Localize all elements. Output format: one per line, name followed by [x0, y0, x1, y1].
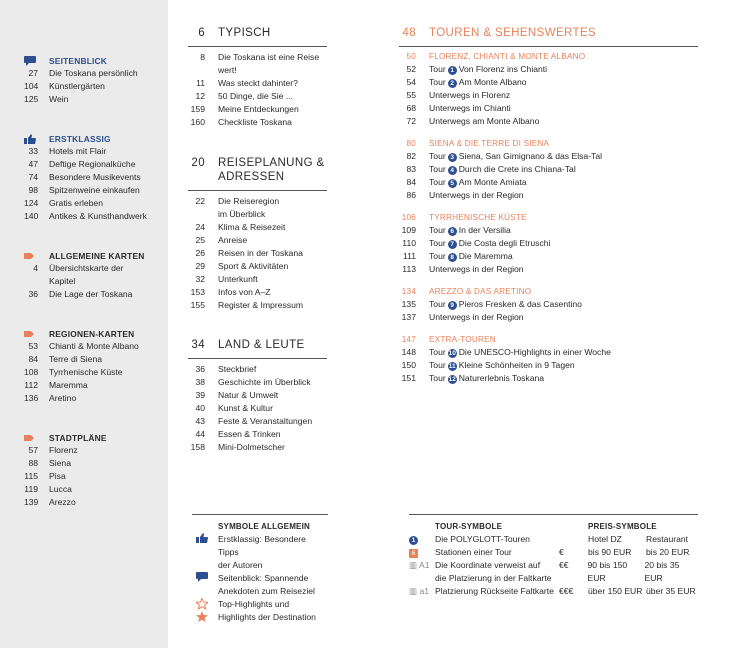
entry-label: Chianti & Monte Albano — [49, 341, 139, 351]
sidebar-entry[interactable] — [24, 353, 168, 366]
page-number: 4 — [33, 263, 38, 273]
entry-label: wert! — [218, 65, 237, 75]
toc-entry[interactable] — [392, 115, 698, 128]
page-number: 82 — [406, 151, 416, 161]
toc-reise — [181, 156, 327, 312]
toc-entry[interactable] — [181, 376, 327, 389]
entry-label: Künstlergärten — [49, 81, 105, 91]
tour-number-badge: 2 — [448, 79, 457, 88]
legend-entry — [409, 559, 569, 572]
toc-entry[interactable] — [392, 89, 698, 102]
entry-label: im Überblick — [218, 209, 266, 219]
page-number: 55 — [406, 90, 416, 100]
entry-label: Die Maremma — [458, 251, 513, 261]
toc-entry[interactable] — [392, 189, 698, 202]
entry-label: Gratis erleben — [49, 198, 103, 208]
entry-label: Siena, San Gimignano & das Elsa-Tal — [458, 151, 603, 161]
entry-label: Infos von A–Z — [218, 287, 271, 297]
entry-label: Die Reiseregion — [218, 196, 280, 206]
sidebar-entry[interactable] — [24, 80, 168, 93]
entry-label: Reisen in der Toskana — [218, 248, 303, 258]
page-number: 36 — [28, 289, 38, 299]
page-number: 112 — [24, 380, 38, 390]
page-number: 158 — [190, 442, 205, 452]
sidebar-entry[interactable] — [24, 457, 168, 470]
page-number — [181, 64, 205, 77]
entry-label: Die UNESCO-Highlights in einer Woche — [458, 347, 611, 357]
thumbs-up-icon — [192, 533, 218, 572]
page-number: 27 — [28, 68, 38, 78]
page-number: 153 — [190, 287, 205, 297]
entry-label: Die Toskana persönlich — [49, 68, 138, 78]
region-title: TYRRHENISCHE KÜSTE — [429, 213, 527, 222]
entry-label: Unterwegs in der Region — [429, 312, 524, 322]
entry-label: Wein — [49, 94, 69, 104]
entry-label: Spitzenweine einkaufen — [49, 185, 140, 195]
tour-number-badge: 10 — [448, 350, 456, 357]
tour-prefix: Tour — [429, 251, 446, 261]
region-heading[interactable] — [392, 333, 698, 346]
page-number: 44 — [195, 429, 205, 439]
page-number: 32 — [195, 274, 205, 284]
entry-label: Unterkunft — [218, 274, 258, 284]
entry-label: Die Lage der Toskana — [49, 289, 133, 299]
entry-label: Mini-Dolmetscher — [218, 442, 285, 452]
region-title: EXTRA-TOUREN — [429, 335, 496, 344]
entry-label: Kunst & Kultur — [218, 403, 273, 413]
toc-entry[interactable] — [181, 103, 327, 116]
tour-prefix: Tour — [429, 238, 446, 248]
tour-number-badge: 1 — [448, 66, 457, 75]
entry-label: Lucca — [49, 484, 72, 494]
arrow-marker-icon — [24, 329, 36, 339]
page-number: 111 — [402, 251, 416, 261]
toc-touren — [392, 26, 698, 385]
toc-entry[interactable] — [181, 273, 327, 286]
page-number: 43 — [195, 416, 205, 426]
legend-text: Top-Highlights und — [218, 599, 290, 609]
page-number: 25 — [195, 235, 205, 245]
sidebar-erstklassig — [24, 132, 168, 223]
page-number: 74 — [28, 172, 38, 182]
region-heading[interactable] — [392, 50, 698, 63]
sidebar-entry[interactable] — [24, 171, 168, 184]
toc-land — [181, 338, 327, 454]
restaurant-price: bis 20 EUR — [646, 547, 690, 557]
section-title: STADTPLÄNE — [49, 432, 107, 443]
entry-label: Pieros Fresken & das Casentino — [458, 299, 582, 309]
page-number: 12 — [195, 91, 205, 101]
entry-label: Von Florenz ins Chianti — [458, 64, 548, 74]
restaurant-price: 20 bis 35 EUR — [644, 560, 680, 583]
section-title: REGIONEN-KARTEN — [49, 328, 135, 339]
toc-entry[interactable] — [392, 346, 698, 359]
toc-entry[interactable] — [392, 176, 698, 189]
legend-entry — [409, 585, 569, 598]
legend-text: Platzierung Rückseite Faltkarte — [435, 586, 554, 596]
tour-prefix: Tour — [429, 373, 446, 383]
chapter-number: 6 — [198, 27, 205, 39]
legend-tour-preis — [409, 514, 698, 615]
page-number: 52 — [406, 64, 416, 74]
legend-text: Stationen einer Tour — [435, 547, 512, 557]
price-symbol: €€ — [559, 560, 569, 570]
toc-entry[interactable] — [392, 359, 698, 372]
toc-entry[interactable] — [181, 389, 327, 402]
page-number: 84 — [406, 177, 416, 187]
page-number: 137 — [401, 312, 416, 322]
page-number: 80 — [406, 139, 416, 148]
toc-entry[interactable] — [392, 298, 698, 311]
sidebar-entry[interactable] — [24, 145, 168, 158]
toc-entry[interactable] — [392, 102, 698, 115]
arrow-marker-icon — [24, 251, 36, 261]
page-number: 84 — [28, 354, 38, 364]
toc-entry[interactable] — [181, 428, 327, 441]
sidebar-entry[interactable] — [24, 262, 168, 275]
legend-entry — [192, 598, 328, 626]
page-number: 134 — [401, 287, 416, 296]
sidebar-entry[interactable] — [24, 470, 168, 483]
page-number: 160 — [190, 117, 205, 127]
chapter-number: 20 — [191, 157, 205, 169]
legend-entry — [409, 572, 569, 585]
toc-entry[interactable] — [181, 221, 327, 234]
entry-label: Anreise — [218, 235, 248, 245]
sidebar-entry[interactable] — [24, 197, 168, 210]
hotel-price: über 150 EUR — [588, 586, 643, 596]
tour-number-badge: 6 — [448, 227, 457, 236]
page-number: 72 — [406, 116, 416, 126]
page-number: 40 — [195, 403, 205, 413]
toc-entry[interactable] — [392, 372, 698, 385]
page-number: 106 — [401, 213, 416, 222]
speech-bubble-icon — [24, 56, 36, 66]
entry-label: Maremma — [49, 380, 88, 390]
sidebar-entry[interactable] — [24, 67, 168, 80]
entry-label: Checkliste Toskana — [218, 117, 292, 127]
entry-label: Steckbrief — [218, 364, 257, 374]
speech-bubble-icon — [192, 572, 218, 598]
hotel-price: 90 bis 150 EUR — [587, 560, 628, 583]
chapter-number: 48 — [402, 27, 416, 39]
entry-label: Die Toskana ist eine Reise — [218, 52, 320, 62]
page-number: 53 — [28, 341, 38, 351]
sidebar-entry[interactable] — [24, 93, 168, 106]
toc-entry[interactable] — [181, 247, 327, 260]
price-column-header: Hotel DZ — [588, 534, 622, 544]
page-number: 50 — [406, 52, 416, 61]
page-number: 159 — [190, 104, 205, 114]
sidebar-entry[interactable] — [24, 340, 168, 353]
toc-entry[interactable] — [392, 250, 698, 263]
sidebar-entry[interactable] — [24, 210, 168, 223]
entry-label: Deftige Regionalküche — [49, 159, 136, 169]
entry-label: Kapitel — [49, 276, 76, 286]
page-number: 148 — [401, 347, 416, 357]
toc-entry[interactable] — [181, 51, 327, 64]
tour-prefix: Tour — [429, 77, 446, 87]
tour-prefix: Tour — [429, 64, 446, 74]
legend-allgemein — [192, 514, 328, 626]
legend-text: der Autoren — [218, 560, 263, 570]
page-number: 26 — [195, 248, 205, 258]
page-number: 54 — [406, 77, 416, 87]
sidebar-entry[interactable] — [24, 444, 168, 457]
entry-label: Sport & Aktivitäten — [218, 261, 289, 271]
page-number: 29 — [195, 261, 205, 271]
entry-label: Register & Impressum — [218, 300, 304, 310]
legend-text: Die POLYGLOTT-Touren — [435, 534, 530, 544]
tour-badge-icon: 1 — [409, 536, 418, 545]
price-symbol: € — [559, 547, 564, 557]
tour-number-badge: 3 — [448, 153, 457, 162]
hotel-price: bis 90 EUR — [588, 547, 632, 557]
tour-prefix: Tour — [429, 164, 446, 174]
entry-label: Unterwegs in der Region — [429, 190, 524, 200]
page-number: 22 — [195, 196, 205, 206]
price-row — [559, 585, 699, 598]
entry-label: Naturerlebnis Toskana — [458, 373, 545, 383]
price-row — [559, 546, 699, 559]
section-title: ALLGEMEINE KARTEN — [49, 250, 145, 261]
region-title: AREZZO & DAS ARETINO — [429, 287, 532, 296]
legend-text: Erstklassig: Besondere Tipps — [218, 534, 306, 557]
toc-entry[interactable] — [181, 90, 327, 103]
legend-entry — [192, 572, 328, 598]
sidebar-entry[interactable] — [24, 288, 168, 301]
page-number — [181, 208, 205, 221]
tour-number-badge: 12 — [448, 376, 456, 383]
region-heading[interactable] — [392, 285, 698, 298]
toc-entry[interactable] — [181, 299, 327, 312]
chapter-title: TYPISCH — [218, 27, 271, 39]
sidebar-entry[interactable] — [24, 379, 168, 392]
page-number: 110 — [402, 238, 416, 248]
tour-number-badge: 8 — [448, 253, 457, 262]
toc-entry[interactable] — [392, 63, 698, 76]
station-marker-icon: 6 — [409, 549, 418, 558]
page-number: 150 — [401, 360, 416, 370]
sidebar-regionen — [24, 327, 168, 405]
legend-entry — [409, 546, 569, 559]
price-header — [559, 533, 699, 546]
page-number: 57 — [28, 445, 38, 455]
entry-label: Tyrrhenische Küste — [49, 367, 123, 377]
legend-text: Seitenblick: Spannende — [218, 573, 309, 583]
chapter-number: 34 — [191, 339, 205, 351]
toc-entry[interactable] — [181, 286, 327, 299]
page-number: 119 — [24, 484, 38, 494]
section-title: SEITENBLICK — [49, 55, 108, 66]
page-number — [24, 275, 38, 288]
sidebar-karten — [24, 249, 168, 301]
entry-label: Am Monte Amiata — [458, 177, 527, 187]
thumbs-up-icon — [24, 134, 36, 144]
tour-prefix: Tour — [429, 225, 446, 235]
page-number: 36 — [195, 364, 205, 374]
toc-entry[interactable] — [392, 150, 698, 163]
page-number: 86 — [406, 190, 416, 200]
page-number: 11 — [196, 78, 205, 88]
chapter-title: LAND & LEUTE — [218, 339, 305, 351]
page-number: 98 — [28, 185, 38, 195]
chapter-title: TOUREN & SEHENSWERTES — [429, 27, 597, 39]
sidebar-entry[interactable] — [24, 392, 168, 405]
sidebar-entry[interactable] — [24, 366, 168, 379]
entry-label: Unterwegs in Florenz — [429, 90, 511, 100]
toc-entry[interactable] — [392, 76, 698, 89]
page-number: 104 — [24, 81, 39, 91]
page-number: 33 — [28, 146, 38, 156]
toc-entry[interactable] — [392, 311, 698, 324]
page-number: 8 — [200, 52, 205, 62]
legend-title: SYMBOLE ALLGEMEIN — [218, 522, 310, 531]
toc-entry[interactable] — [181, 415, 327, 428]
toc-entry[interactable] — [181, 195, 327, 208]
sidebar-seitenblick — [24, 54, 168, 106]
sidebar-entry[interactable] — [24, 483, 168, 496]
page-number: 83 — [406, 164, 416, 174]
page-number: 24 — [195, 222, 205, 232]
entry-label: 50 Dinge, die Sie ... — [218, 91, 294, 101]
legend-text: die Platzierung in der Faltkarte — [435, 573, 552, 583]
entry-label: Antikes & Kunsthandwerk — [49, 211, 147, 221]
entry-label: Siena — [49, 458, 71, 468]
tour-prefix: Tour — [429, 360, 446, 370]
entry-label: Am Monte Albano — [458, 77, 527, 87]
entry-label: Unterwegs in der Region — [429, 264, 524, 274]
region-heading[interactable] — [392, 137, 698, 150]
sidebar-entry[interactable] — [24, 275, 168, 288]
sidebar-stadt — [24, 431, 168, 509]
entry-label: Feste & Veranstaltungen — [218, 416, 313, 426]
toc-entry[interactable] — [181, 234, 327, 247]
toc-entry[interactable] — [181, 64, 327, 77]
sidebar-entry[interactable] — [24, 496, 168, 509]
entry-label: Kleine Schönheiten in 9 Tagen — [458, 360, 575, 370]
toc-entry[interactable] — [181, 77, 327, 90]
page-number: 39 — [195, 390, 205, 400]
tour-prefix: Tour — [429, 151, 446, 161]
legend-entry — [409, 533, 569, 546]
page-number: 125 — [24, 94, 39, 104]
tour-number-badge: 5 — [448, 179, 457, 188]
region-title: FLORENZ, CHIANTI & MONTE ALBANO — [429, 52, 586, 61]
page-number: 108 — [24, 367, 39, 377]
entry-label: Pisa — [49, 471, 66, 481]
entry-label: Arezzo — [49, 497, 76, 507]
page-number: 113 — [402, 264, 416, 274]
page-number: 155 — [190, 300, 205, 310]
entry-label: Florenz — [49, 445, 78, 455]
entry-label: Unterwegs im Chianti — [429, 103, 511, 113]
tour-number-badge: 9 — [448, 301, 457, 310]
toc-entry[interactable] — [392, 163, 698, 176]
toc-entry[interactable] — [181, 116, 327, 129]
price-symbol: €€€ — [559, 586, 574, 596]
restaurant-price: über 35 EUR — [646, 586, 696, 596]
entry-label: Klima & Reisezeit — [218, 222, 286, 232]
sidebar-entry[interactable] — [24, 184, 168, 197]
toc-entry[interactable] — [181, 402, 327, 415]
region-title: SIENA & DIE TERRE DI SIENA — [429, 139, 550, 148]
section-title: ERSTKLASSIG — [49, 133, 111, 144]
chapter-title: REISEPLANUNG & ADRESSEN — [218, 157, 325, 183]
page-number: 147 — [401, 335, 416, 344]
tour-number-badge: 7 — [448, 240, 457, 249]
toc-entry[interactable] — [181, 363, 327, 376]
star-icon — [192, 598, 218, 626]
toc-typisch — [181, 26, 327, 129]
page-number: 151 — [401, 373, 416, 383]
tour-number-badge: 11 — [448, 363, 456, 370]
legend-text: Highlights der Destination — [218, 612, 316, 622]
entry-label: Besondere Musikevents — [49, 172, 141, 182]
page-number: 136 — [24, 393, 39, 403]
toc-entry[interactable] — [392, 224, 698, 237]
toc-entry[interactable] — [392, 263, 698, 276]
page-number: 88 — [28, 458, 38, 468]
legend-text: Anekdoten zum Reiseziel — [218, 586, 315, 596]
map-grid-icon: ▥ A1 — [409, 560, 430, 570]
sidebar-entry[interactable] — [24, 158, 168, 171]
page-number: 124 — [24, 198, 39, 208]
page-number: 135 — [401, 299, 416, 309]
price-column-header: Restaurant — [646, 534, 689, 544]
tour-prefix: Tour — [429, 177, 446, 187]
page-number: 115 — [24, 471, 38, 481]
toc-entry[interactable] — [181, 441, 327, 454]
legend-title: TOUR-SYMBOLE — [435, 522, 503, 531]
entry-label: Aretino — [49, 393, 77, 403]
entry-label: In der Versilia — [458, 225, 511, 235]
page-number: 109 — [401, 225, 416, 235]
entry-label: Natur & Umwelt — [218, 390, 279, 400]
entry-label: Was steckt dahinter? — [218, 78, 298, 88]
map-grid-icon: ▥ a1 — [409, 586, 430, 596]
entry-label: Geschichte im Überblick — [218, 377, 311, 387]
page-number: 140 — [24, 211, 39, 221]
legend-text: Die Koordinate verweist auf — [435, 560, 541, 570]
arrow-marker-icon — [24, 433, 36, 443]
entry-label: Übersichtskarte der — [49, 263, 124, 273]
toc-entry[interactable] — [181, 208, 327, 221]
legend-entry — [192, 533, 328, 572]
entry-label: Unterwegs am Monte Albano — [429, 116, 540, 126]
page-number: 139 — [24, 497, 39, 507]
price-row — [559, 559, 699, 585]
tour-prefix: Tour — [429, 299, 446, 309]
tour-prefix: Tour — [429, 347, 446, 357]
toc-entry[interactable] — [181, 260, 327, 273]
entry-label: Durch die Crete ins Chiana-Tal — [458, 164, 576, 174]
region-heading[interactable] — [392, 211, 698, 224]
page-number: 38 — [195, 377, 205, 387]
legend-title: PREIS-SYMBOLE — [588, 522, 657, 531]
entry-label: Die Costa degli Etruschi — [458, 238, 551, 248]
entry-label: Terre di Siena — [49, 354, 103, 364]
entry-label: Meine Entdeckungen — [218, 104, 299, 114]
entry-label: Essen & Trinken — [218, 429, 281, 439]
entry-label: Hotels mit Flair — [49, 146, 107, 156]
tour-number-badge: 4 — [448, 166, 457, 175]
toc-entry[interactable] — [392, 237, 698, 250]
page-number: 47 — [28, 159, 38, 169]
page-number: 68 — [406, 103, 416, 113]
